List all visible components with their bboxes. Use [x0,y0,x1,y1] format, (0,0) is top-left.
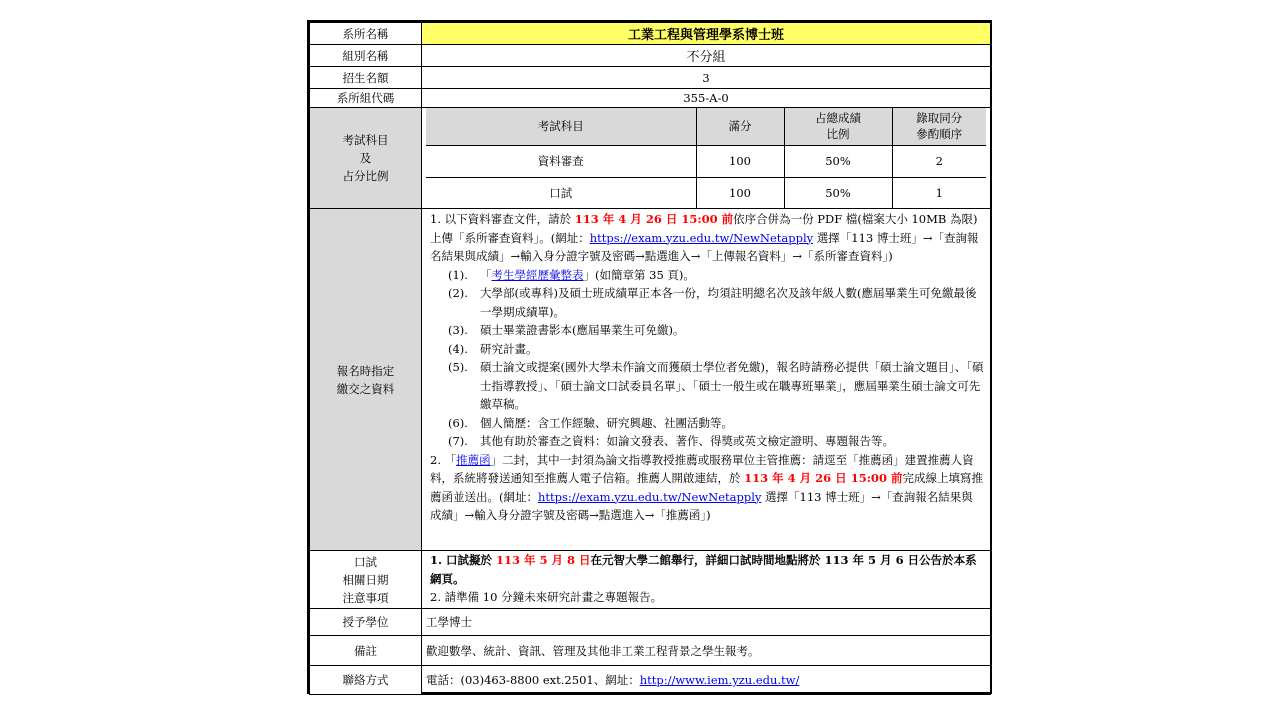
subitem-number: (6). [448,415,468,430]
docs-item-2 [426,451,986,525]
oral-content [422,551,991,609]
code-label: 系所組代碼 [310,89,422,108]
oral-item-1-text: 1. 口試擬於 [430,553,497,567]
subitem-number: (7). [448,434,468,448]
exam-header-ratio-line-2: 比例 [826,127,850,142]
exam-row-oral [426,177,986,208]
exam-ratio: 50% [784,177,892,208]
degree-label: 授予學位 [310,609,422,636]
oral-label-line-1: 口試 [354,554,377,569]
subitem-number: (2). [448,286,468,300]
code-value: 355-A-0 [422,89,991,108]
exam-full: 100 [696,145,784,177]
exam-order: 1 [892,177,986,208]
row-code [310,89,991,108]
docs-label-line-1: 報名時指定 [336,363,395,378]
docs-p2-url-link[interactable]: https://exam.yzu.edu.tw/NewNetapply [538,489,762,504]
subitem-text [480,266,984,285]
exam-header-order-line-1: 錄取同分 [916,111,963,126]
subitem-number: (5). [448,360,468,374]
contact-label: 聯絡方式 [310,666,422,695]
docs-subitem-6 [426,414,986,433]
quota-label: 招生名額 [310,67,422,89]
exam-ratio: 50% [784,145,892,177]
row-degree [310,609,991,636]
docs-subitem-5 [426,358,986,414]
oral-date: 113 年 5 月 8 日 [496,553,591,567]
subitem-number: (1). [448,267,468,282]
row-group [310,45,991,67]
remark-value: 歡迎數學、統計、資訊、管理及其他非工業工程背景之學生報考。 [422,636,991,666]
oral-item-1-text: 在元智大學二館舉行，詳細口試時間地點將於 113 年 5 月 6 日公告於本系網頁。 [430,553,977,586]
docs-subitem-7 [426,432,986,451]
row-contact [310,666,991,695]
exam-header-ratio-line-1: 占總成績 [815,111,861,126]
docs-p2-text: 選擇「113 博士班」→「查詢報名結果與成績」→輸入身分證字號及密碼→點選進入→「推薦函」) [430,489,973,522]
exam-label-line-1: 考試科目 [342,133,389,147]
exam-header-order [892,108,986,145]
subitem-number: (3). [448,323,468,337]
contact-phone-text: 電話：(03)463-8800 ext.2501、網址： [426,673,640,687]
exam-header-order-line-2: 參酌順序 [916,127,963,142]
docs-p1-deadline: 113 年 4 月 26 日 15:00 前 [574,212,734,226]
exam-label [310,108,422,209]
dept-name: 工業工程與管理學系博士班 [422,23,991,45]
docs-p2-text: 2. 「 [430,452,457,467]
quota-value: 3 [422,67,991,89]
group-label: 組別名稱 [310,45,422,67]
oral-label-line-3: 注意事項 [342,590,389,605]
group-name: 不分組 [422,45,991,67]
exam-header-ratio [784,108,892,145]
subitem-text: 個人簡歷：含工作經驗、研究興趣、社團活動等。 [480,415,733,430]
subitem-text-pre: 「 [480,267,492,282]
docs-subitem-3 [426,321,986,340]
admission-info-sheet [307,20,992,694]
exam-header-subject: 考試科目 [426,108,696,145]
docs-p1-text: 1. 以下資料審查文件，請於 [430,212,575,226]
row-exam [310,108,991,209]
row-remark [310,636,991,666]
exam-label-line-3: 占分比例 [342,169,389,183]
exam-row-review [426,145,986,177]
subitem-number: (4). [448,341,468,356]
subitem-text: 大學部(或專科)及碩士班成績單正本各一份，均須註明總名次及該年級人數(應屆畢業生可免繳最後一學期成績單)。 [480,286,977,319]
docs-item-1 [426,210,986,266]
docs-label-line-2: 繳交之資料 [336,381,395,396]
docs-p2-text: 完成線上填寫推薦函並送出。(網址： [430,471,983,504]
oral-label-line-2: 相關日期 [342,572,389,587]
row-dept [310,23,991,45]
contact-value [422,666,991,695]
subitem-text: 碩士論文或提案(國外大學未作論文而獲碩士學位者免繳)，報名時請務必提供「碩士論文題目」、「碩士指導教授」、「碩士論文口試委員名單」、「碩士一般生或在職專班畢業」，應屆畢業生碩士論文可先繳草稿。 [480,360,984,411]
docs-subitem-2 [426,284,986,321]
remark-label: 備註 [310,636,422,666]
exam-header-row [426,108,986,145]
subitem-text: 其他有助於審查之資料：如論文發表、著作、得獎或英文檢定證明、專題報告等。 [480,434,894,448]
dept-label: 系所名稱 [310,23,422,45]
docs-label [310,209,422,551]
oral-label [310,551,422,609]
admission-table [309,22,991,695]
row-oral [310,551,991,609]
docs-p1-text: 選擇「113 博士班」→「查詢報名結果與成績」→輸入身分證字號及密碼→點選進入→「上傳報名資料」→「系所審查資料」) [430,230,979,263]
exam-subject: 資料審查 [426,145,696,177]
degree-value: 工學博士 [422,609,991,636]
docs-p1-url-link[interactable]: https://exam.yzu.edu.tw/NewNetapply [589,230,814,245]
oral-item-1 [426,551,986,588]
row-quota [310,67,991,89]
dept-website-link[interactable]: http://www.iem.yzu.edu.tw/ [639,673,800,687]
docs-p2-deadline: 113 年 4 月 26 日 15:00 前 [744,471,903,485]
exam-label-line-2: 及 [359,151,372,165]
exam-order: 2 [892,145,986,177]
row-docs [310,209,991,551]
exam-table [426,108,986,208]
resume-form-link[interactable]: 考生學經歷彙整表 [491,267,584,282]
subitem-text: 碩士畢業證書影本(應屆畢業生可免繳)。 [480,323,685,337]
docs-p1-text: 依序合併為一份 PDF 檔(檔案大小 10MB 為限) 上傳「系所審查資料」。(網址： [430,212,978,245]
subitem-text: 研究計畫。 [480,341,538,356]
exam-table-cell [422,108,991,209]
oral-item-2: 2. 請準備 10 分鐘未來研究計畫之專題報告。 [430,590,663,604]
docs-subitem-4 [426,340,986,359]
exam-subject: 口試 [426,177,696,208]
docs-content [422,209,991,551]
recommendation-letter-link[interactable]: 推薦函 [456,452,491,467]
docs-subitem-1 [426,266,986,285]
docs-p2-text: 」二封，其中一封須為論文指導教授推薦或服務單位主管推薦：請逕至「推薦函」建置推薦人資料，系統將發送通知至推薦人電子信箱。推薦人開啟連結，於 [430,452,974,485]
subitem-text-post: 」(如簡章第 35 頁)。 [583,267,695,282]
exam-header-full: 滿分 [696,108,784,145]
exam-full: 100 [696,177,784,208]
